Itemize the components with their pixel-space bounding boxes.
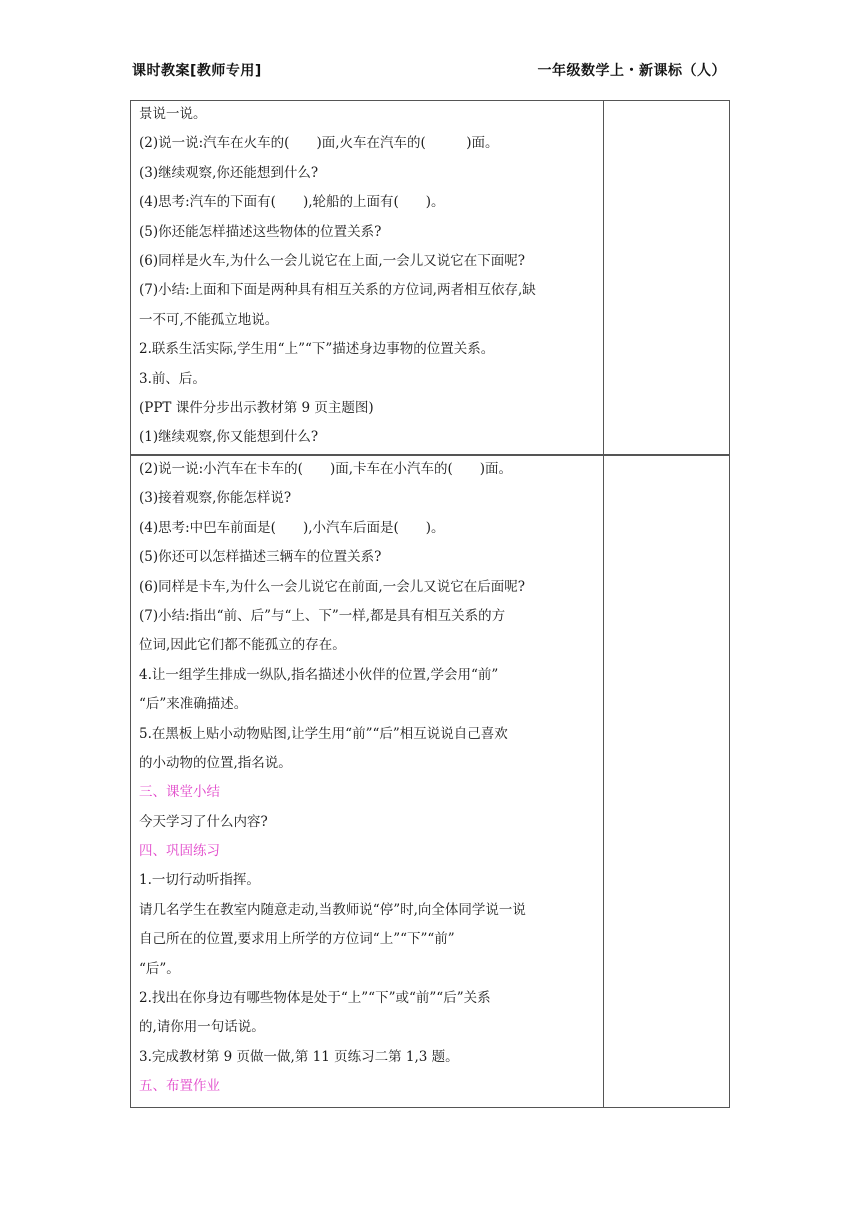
section-heading: 四、巩固练习 (139, 843, 220, 860)
header-left-title: 课时教案[教师专用] (132, 63, 262, 79)
text-line: “后”来准确描述。 (139, 696, 248, 713)
text-line: (5)你还可以怎样描述三辆车的位置关系? (139, 549, 382, 566)
text-line: (6)同样是卡车,为什么一会儿说它在前面,一会儿又说它在后面呢? (139, 578, 525, 595)
text-line: (6)同样是火车,为什么一会儿说它在上面,一会儿又说它在下面呢? (139, 252, 525, 269)
text-line: (4)思考:汽车的下面有( ),轮船的上面有( )。 (139, 194, 445, 211)
text-line: 位词,因此它们都不能孤立的存在。 (139, 637, 346, 654)
lesson-content-1 (139, 100, 599, 453)
text-line: 景说一说。 (139, 106, 207, 122)
text-line: 3.前、后。 (139, 370, 206, 387)
column-divider (603, 456, 604, 1107)
text-line: (1)继续观察,你又能想到什么? (139, 429, 319, 446)
text-line: 请几名学生在教室内随意走动,当教师说“停”时,向全体同学说一说 (139, 901, 526, 918)
text-line: 的小动物的位置,指名说。 (139, 754, 292, 771)
text-line: (2)说一说:汽车在火车的( )面,火车在汽车的( )面。 (139, 135, 499, 152)
text-line: 4.让一组学生排成一纵队,指名描述小伙伴的位置,学会用“前” (139, 666, 499, 683)
header-right-title: 一年级数学上・新课标（人） (537, 63, 726, 79)
section-heading: 五、布置作业 (139, 1078, 220, 1095)
text-line: “后”。 (139, 960, 180, 977)
text-line: 2.找出在你身边有哪些物体是处于“上”“下”或“前”“后”关系 (139, 990, 491, 1007)
text-line: 今天学习了什么内容? (139, 813, 268, 830)
section-heading: 三、课堂小结 (139, 784, 220, 801)
lesson-table-block-2 (130, 455, 730, 1108)
text-line: 的,请你用一句话说。 (139, 1019, 265, 1036)
text-line: (7)小结:指出“前、后”与“上、下”一样,都是具有相互关系的方 (139, 607, 506, 624)
text-line: 2.联系生活实际,学生用“上”“下”描述身边事物的位置关系。 (139, 341, 495, 358)
text-line: (7)小结:上面和下面是两种具有相互关系的方位词,两者相互依存,缺 (139, 282, 536, 299)
text-line: (PPT 课件分步出示教材第 9 页主题图) (139, 399, 374, 416)
text-line: 5.在黑板上贴小动物贴图,让学生用“前”“后”相互说说自己喜欢 (139, 725, 508, 742)
text-line: (5)你还能怎样描述这些物体的位置关系? (139, 223, 382, 240)
text-line: 自己所在的位置,要求用上所学的方位词“上”“下”“前” (139, 931, 455, 948)
text-line: (3)继续观察,你还能想到什么? (139, 164, 319, 181)
text-line: 1.一切行动听指挥。 (139, 872, 260, 889)
text-line: (2)说一说:小汽车在卡车的( )面,卡车在小汽车的( )面。 (139, 461, 513, 477)
lesson-content-2 (139, 455, 599, 1102)
column-divider (603, 101, 604, 454)
text-line: (4)思考:中巴车前面是( ),小汽车后面是( )。 (139, 519, 445, 536)
text-line: (3)接着观察,你能怎样说? (139, 490, 292, 507)
text-line: 一不可,不能孤立地说。 (139, 311, 279, 328)
text-line: 3.完成教材第 9 页做一做,第 11 页练习二第 1,3 题。 (139, 1048, 459, 1065)
lesson-table-block-1 (130, 100, 730, 455)
